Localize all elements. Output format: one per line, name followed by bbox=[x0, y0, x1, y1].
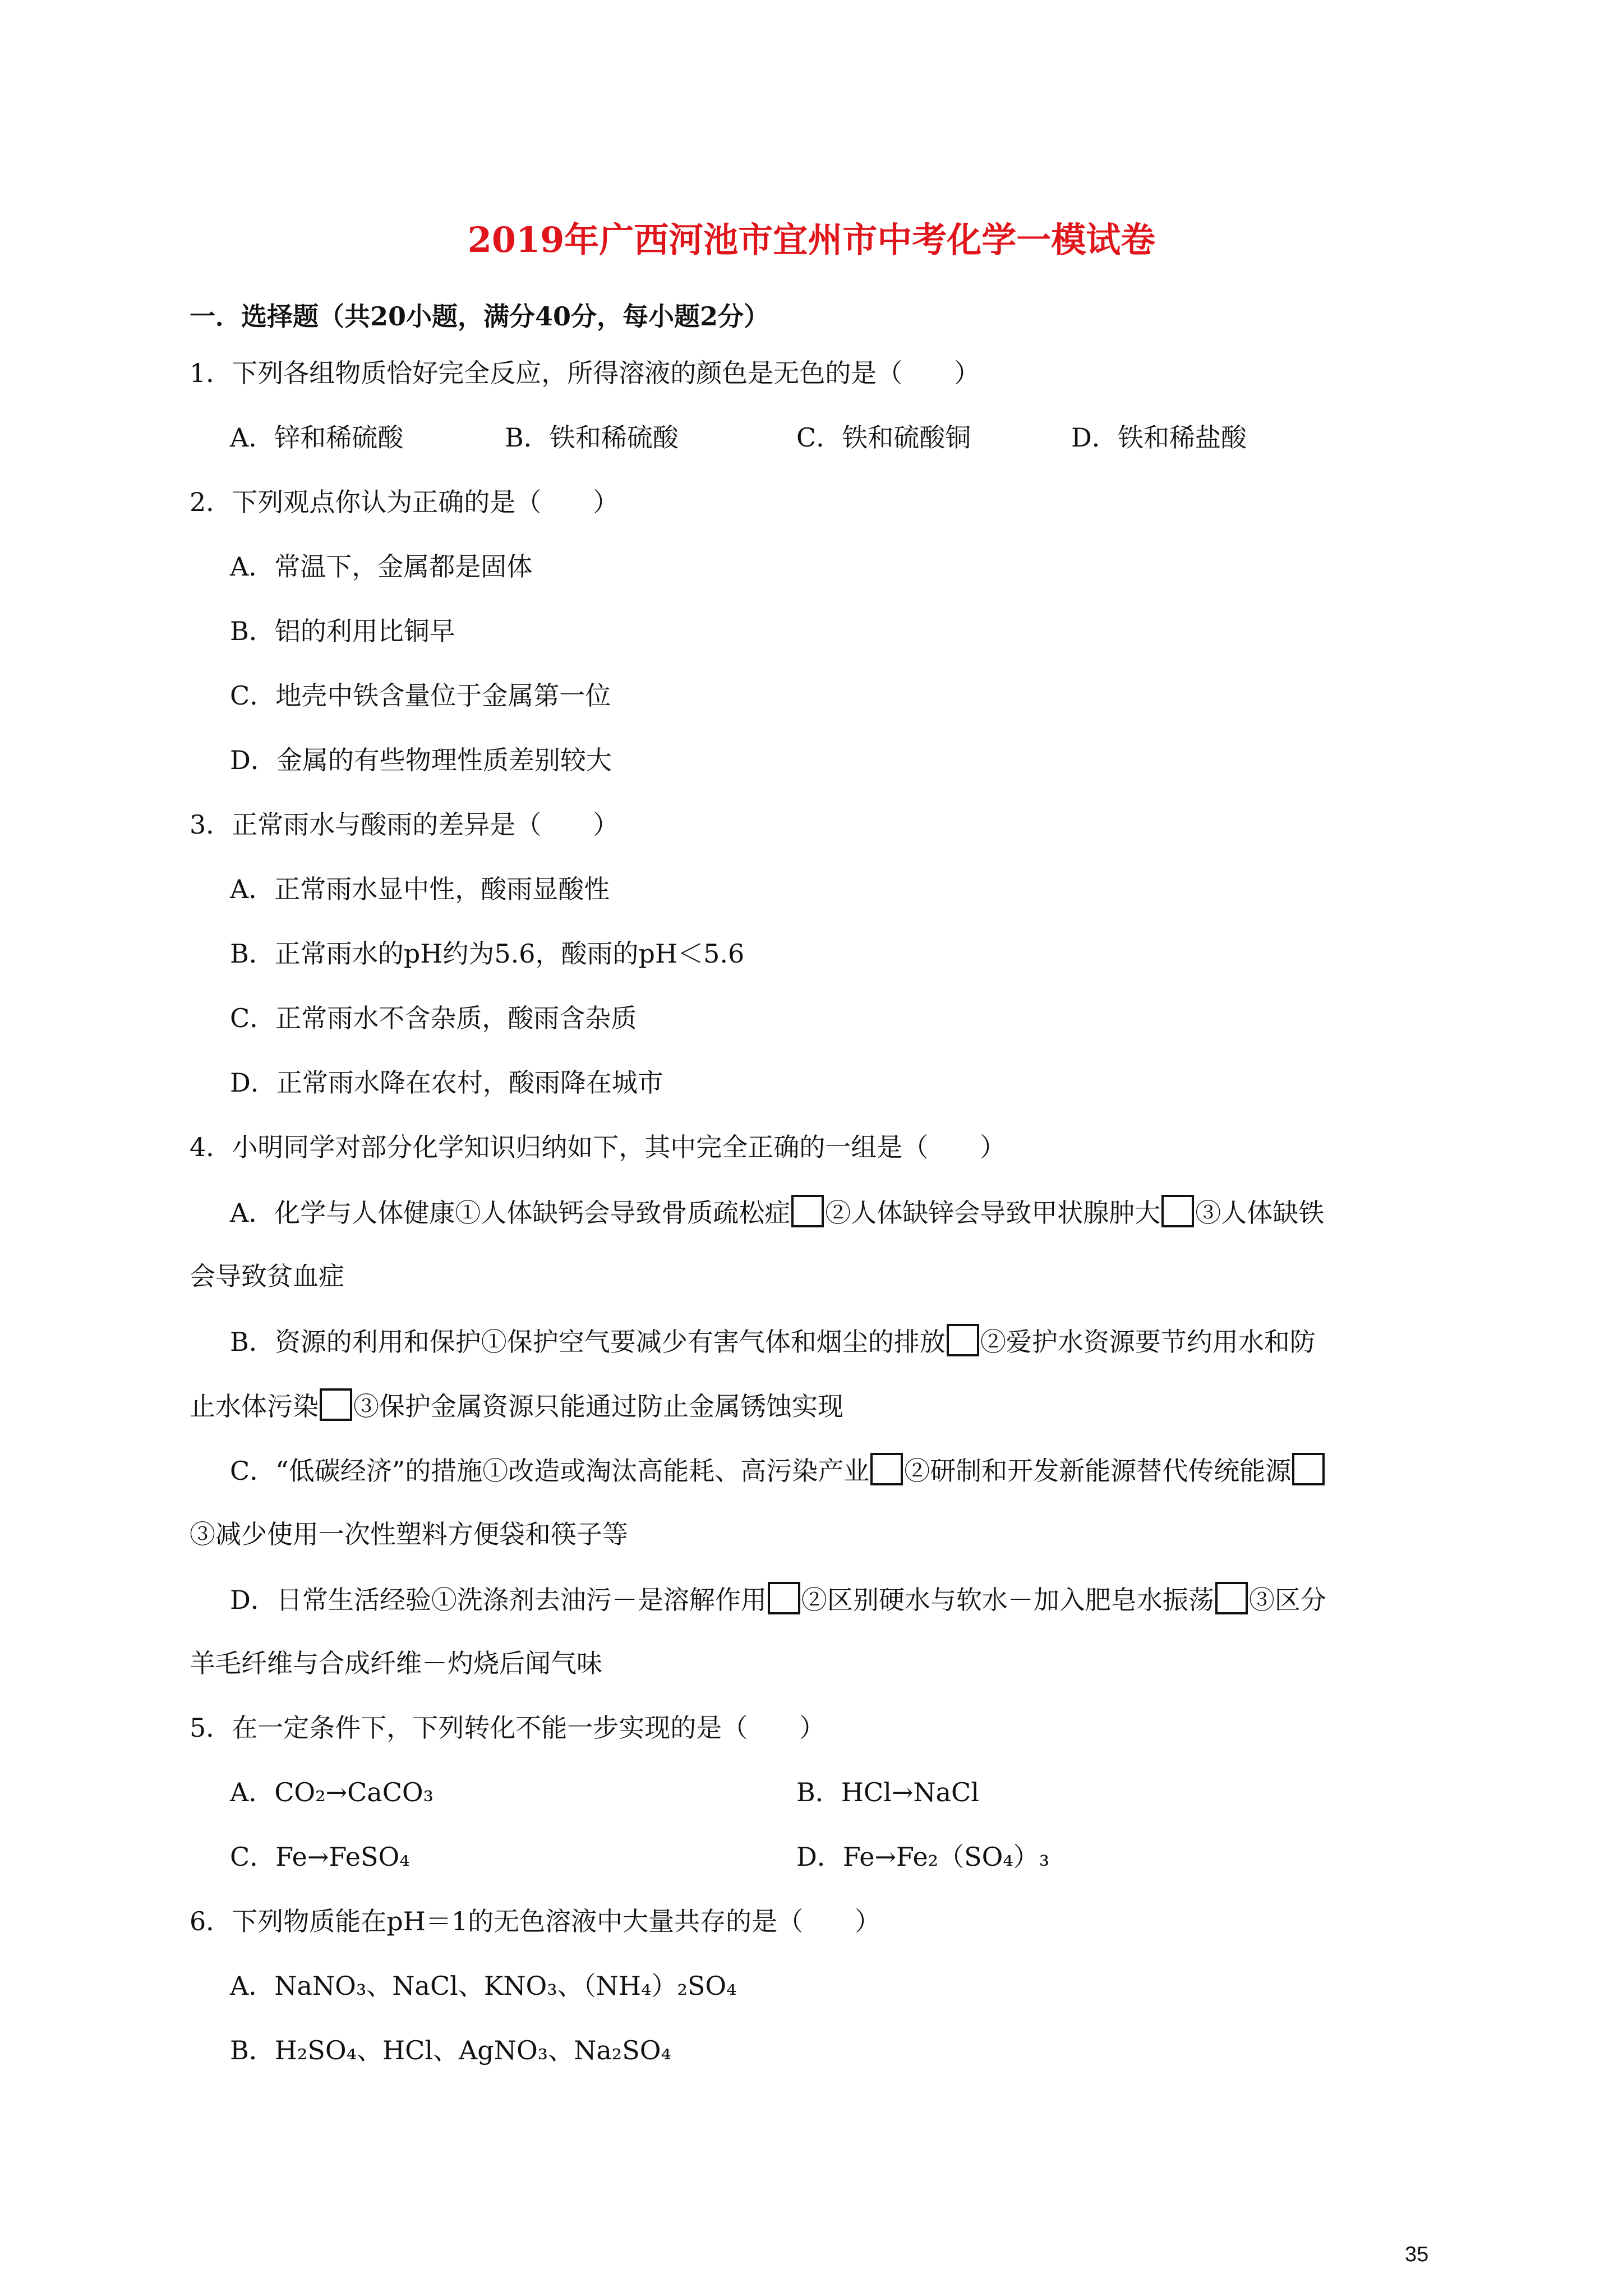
question-1-option-d: D．铁和稀盐酸 bbox=[1071, 422, 1247, 453]
question-2-option-b: B．铝的利用比铜早 bbox=[230, 616, 455, 646]
page-number: 35 bbox=[1405, 2243, 1429, 2266]
checkbox-box bbox=[768, 1582, 800, 1614]
question-4-option-d-line2: 羊毛纤维与合成纤维－灼烧后闻气味 bbox=[190, 1648, 602, 1678]
question-5-option-d: D．Fe→Fe₂（SO₄）₃ bbox=[796, 1842, 1050, 1872]
question-4-option-c-line2: ③减少使用一次性塑料方便袋和筷子等 bbox=[190, 1519, 628, 1549]
question-1-option-a: A．锌和稀硫酸 bbox=[230, 422, 404, 453]
q4-d-part3: ③区分 bbox=[1248, 1585, 1326, 1615]
question-6-stem: 6．下列物质能在pH＝1的无色溶液中大量共存的是（ ） bbox=[190, 1906, 881, 1936]
question-4-option-a-line1 bbox=[230, 1195, 1324, 1230]
question-3-option-d: D．正常雨水降在农村，酸雨降在城市 bbox=[230, 1068, 663, 1098]
question-5-option-b: B．HCl→NaCl bbox=[796, 1777, 979, 1807]
section-heading: 一．选择题（共20小题，满分40分，每小题2分） bbox=[190, 301, 770, 332]
question-3-option-c: C．正常雨水不含杂质，酸雨含杂质 bbox=[230, 1003, 637, 1033]
checkbox-box bbox=[1161, 1195, 1194, 1227]
checkbox-box bbox=[1215, 1582, 1248, 1614]
question-1-option-b: B．铁和稀硫酸 bbox=[505, 422, 679, 453]
question-3-stem: 3．正常雨水与酸雨的差异是（ ） bbox=[190, 809, 619, 840]
q4-d-part1: D．日常生活经验①洗涤剂去油污－是溶解作用 bbox=[230, 1585, 767, 1615]
question-2-option-d: D．金属的有些物理性质差别较大 bbox=[230, 745, 612, 775]
question-6-option-b: B．H₂SO₄、HCl、AgNO₃、Na₂SO₄ bbox=[230, 2035, 671, 2065]
question-3-option-b: B．正常雨水的pH约为5.6，酸雨的pH＜5.6 bbox=[230, 938, 745, 969]
question-2-option-a: A．常温下，金属都是固体 bbox=[230, 551, 533, 582]
checkbox-box bbox=[870, 1453, 903, 1485]
q4-b-part2: ②爱护水资源要节约用水和防 bbox=[980, 1327, 1316, 1357]
question-5-option-a: A．CO₂→CaCO₃ bbox=[230, 1777, 434, 1807]
question-4-option-b-line1 bbox=[230, 1324, 1316, 1359]
question-3-option-a: A．正常雨水显中性，酸雨显酸性 bbox=[230, 874, 610, 904]
q4-a-part1: A．化学与人体健康①人体缺钙会导致骨质疏松症 bbox=[230, 1198, 791, 1228]
question-4-option-c-line1 bbox=[230, 1453, 1326, 1488]
q4-c-part1: C．“低碳经济”的措施①改造或淘汰高能耗、高污染产业 bbox=[230, 1456, 870, 1486]
checkbox-box bbox=[1292, 1453, 1325, 1485]
question-1-stem: 1．下列各组物质恰好完全反应，所得溶液的颜色是无色的是（ ） bbox=[190, 358, 980, 388]
checkbox-box bbox=[791, 1195, 824, 1227]
checkbox-box bbox=[947, 1324, 979, 1356]
q4-b-part1: B．资源的利用和保护①保护空气要减少有害气体和烟尘的排放 bbox=[230, 1327, 946, 1357]
exam-title: 2019年广西河池市宜州市中考化学一模试卷 bbox=[467, 219, 1156, 260]
question-4-option-a-line2: 会导致贫血症 bbox=[190, 1261, 344, 1291]
question-4-stem: 4．小明同学对部分化学知识归纳如下，其中完全正确的一组是（ ） bbox=[190, 1132, 1006, 1162]
q4-c-part2: ②研制和开发新能源替代传统能源 bbox=[904, 1456, 1292, 1486]
question-2-stem: 2．下列观点你认为正确的是（ ） bbox=[190, 487, 619, 517]
question-5-option-c: C．Fe→FeSO₄ bbox=[230, 1842, 410, 1872]
question-6-option-a: A．NaNO₃、NaCl、KNO₃、（NH₄）₂SO₄ bbox=[230, 1971, 737, 2001]
question-4-option-d-line1 bbox=[230, 1582, 1326, 1617]
q4-b-part3: 止水体污染 bbox=[190, 1391, 319, 1421]
question-4-option-b-line2 bbox=[190, 1388, 843, 1423]
question-2-option-c: C．地壳中铁含量位于金属第一位 bbox=[230, 680, 611, 711]
checkbox-box bbox=[320, 1388, 352, 1421]
question-5-stem: 5．在一定条件下，下列转化不能一步实现的是（ ） bbox=[190, 1713, 826, 1743]
q4-b-part4: ③保护金属资源只能通过防止金属锈蚀实现 bbox=[353, 1391, 843, 1421]
question-1-option-c: C．铁和硫酸铜 bbox=[796, 422, 971, 453]
q4-a-part3: ③人体缺铁 bbox=[1195, 1198, 1325, 1228]
q4-d-part2: ②区别硬水与软水－加入肥皂水振荡 bbox=[801, 1585, 1214, 1615]
q4-a-part2: ②人体缺锌会导致甲状腺肿大 bbox=[825, 1198, 1161, 1228]
